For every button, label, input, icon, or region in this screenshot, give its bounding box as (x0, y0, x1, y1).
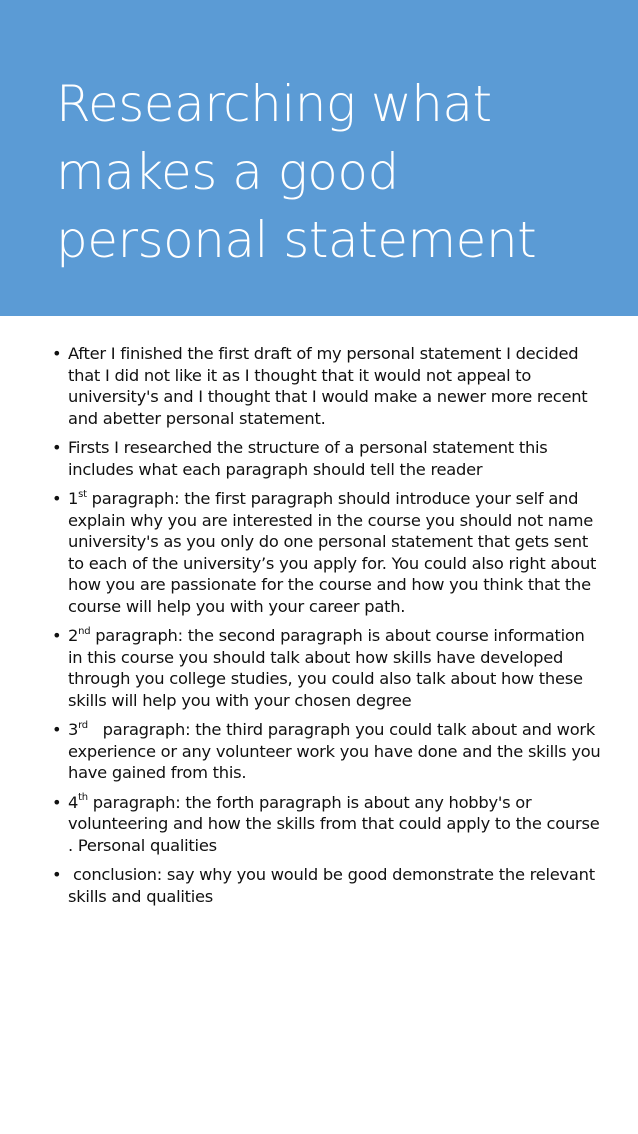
ordinal-suffix: st (78, 488, 87, 500)
bullet-icon: • (52, 626, 62, 645)
bullet-text: conclusion: say why you would be good demonstrate the relevant skills and qualities (68, 865, 600, 906)
ordinal-suffix: th (78, 792, 88, 804)
bullet-icon: • (52, 865, 62, 884)
bullet-item-paragraph-3 (52, 719, 606, 784)
bullet-list (52, 343, 606, 907)
slide-body (52, 343, 606, 915)
bullet-text: paragraph: the forth paragraph is about any hobby's or volunteering and how the skills from that could apply to the course . Personal qualities (68, 792, 600, 855)
paragraph-number: 4 (68, 792, 79, 812)
bullet-text: Firsts I researched the structure of a personal statement this includes what each paragraph should tell the reader (68, 438, 548, 479)
bullet-item-paragraph-1 (52, 488, 602, 617)
bullet-text: paragraph: the first paragraph should introduce your self and explain why you are interested in the course you should not name university's as you only do one personal statement that gets sent to each of the university’s you apply for. You could also right about how you are passionate for the course and how you think that the course will help you with your career path. (68, 489, 597, 616)
bullet-text: After I finished the first draft of my personal statement I decided that I did not like it as I thought that it would not appeal to university's and I thought that I would make a newer more recent and abetter personal statement. (68, 344, 588, 428)
bullet-icon: • (52, 438, 62, 457)
ordinal-suffix: rd (78, 719, 88, 731)
bullet-item-first-draft (52, 343, 602, 429)
bullet-item-structure (52, 437, 602, 480)
paragraph-number: 1 (68, 489, 79, 508)
paragraph-number: 2 (68, 626, 79, 645)
bullet-item-paragraph-4 (52, 792, 602, 857)
bullet-icon: • (52, 792, 62, 812)
bullet-item-paragraph-2 (52, 625, 602, 711)
bullet-item-conclusion (52, 864, 602, 907)
bullet-text: paragraph: the second paragraph is about course information in this course you should talk about how skills have developed through you college studies, you could also talk about how these skills will help you with your chosen degree (68, 626, 585, 710)
slide-title: Researching what makes a good personal statement (56, 75, 537, 269)
bullet-icon: • (52, 720, 62, 739)
bullet-text: paragraph: the third paragraph you could talk about and work experience or any volunteer work you have done and the skills you have gained from this. (68, 720, 606, 782)
paragraph-number: 3 (68, 720, 79, 739)
ordinal-suffix: nd (78, 625, 91, 637)
bullet-icon: • (52, 344, 62, 363)
bullet-icon: • (52, 489, 62, 508)
title-banner (0, 0, 638, 316)
